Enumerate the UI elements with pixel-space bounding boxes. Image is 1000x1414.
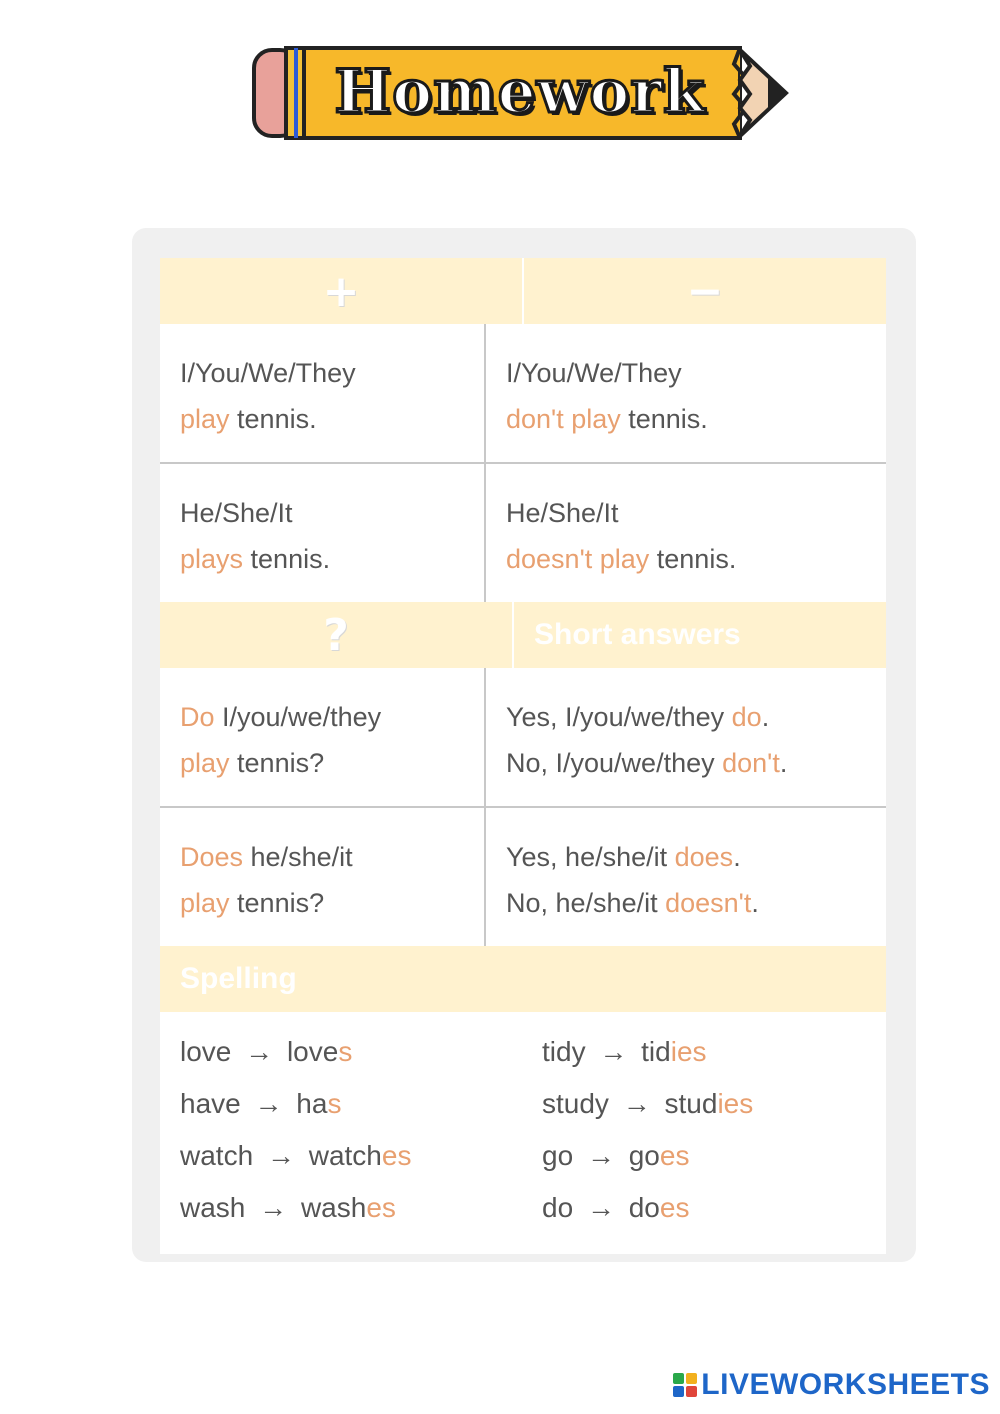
arrow-icon: → — [622, 1088, 651, 1119]
verb-highlight: Do — [180, 702, 215, 732]
text-segment: He/She/It — [506, 498, 619, 528]
cell-line — [180, 740, 484, 786]
text-segment: tennis. — [649, 544, 737, 574]
affirmative-negative-rows — [160, 324, 886, 602]
verb-stem: love — [286, 1036, 339, 1067]
text-segment: No, I/you/we/they — [506, 748, 723, 778]
header-affirmative-negative — [160, 258, 886, 324]
cell-line — [180, 694, 484, 740]
cell-line — [180, 396, 484, 442]
verb-stem: ha — [296, 1088, 328, 1119]
text-segment: . — [751, 888, 759, 918]
arrow-icon: → — [266, 1140, 295, 1171]
text-segment: No, he/she/it — [506, 888, 666, 918]
arrow-icon: → — [586, 1140, 615, 1171]
spelling-column-right — [542, 1026, 753, 1234]
arrow-icon: → — [254, 1088, 283, 1119]
table-cell — [160, 464, 486, 602]
cell-line — [506, 536, 886, 582]
spelling-item — [542, 1182, 753, 1234]
table-cell — [486, 668, 886, 806]
verb-suffix: es — [659, 1140, 690, 1171]
arrow-icon: → — [599, 1036, 628, 1067]
plus-icon: + — [322, 265, 360, 317]
base-verb: study — [542, 1088, 609, 1119]
question-rows — [160, 668, 886, 946]
spelling-section — [160, 1012, 886, 1254]
homework-title: Homework — [334, 57, 706, 127]
verb-suffix: s — [327, 1088, 342, 1119]
spelling-item — [542, 1026, 753, 1078]
cell-line — [506, 350, 886, 396]
verb-highlight: plays — [180, 544, 244, 574]
spelling-item — [180, 1130, 542, 1182]
verb-highlight: doesn't play — [506, 544, 650, 574]
base-verb: wash — [180, 1192, 246, 1223]
verb-suffix: es — [659, 1192, 690, 1223]
spelling-item — [542, 1130, 753, 1182]
verb-stem: go — [628, 1140, 660, 1171]
text-segment: I/You/We/They — [180, 358, 356, 388]
text-segment: he/she/it — [243, 842, 353, 872]
verb-highlight: Does — [180, 842, 244, 872]
table-row — [160, 808, 886, 946]
text-segment: . — [733, 842, 741, 872]
text-segment: I/You/We/They — [506, 358, 682, 388]
text-segment: He/She/It — [180, 498, 293, 528]
verb-suffix: ies — [717, 1088, 754, 1119]
text-segment: tennis? — [229, 888, 325, 918]
table-cell — [160, 668, 486, 806]
text-segment: Yes, I/you/we/they — [506, 702, 732, 732]
text-segment: tennis. — [620, 404, 708, 434]
verb-highlight: do — [731, 702, 762, 732]
verb-stem: tid — [641, 1036, 671, 1067]
logo-mark-icon — [673, 1373, 697, 1397]
liveworksheets-logo[interactable] — [673, 1368, 990, 1402]
verb-suffix: es — [366, 1192, 396, 1223]
table-cell — [486, 464, 886, 602]
verb-stem: wash — [300, 1192, 367, 1223]
verb-highlight: does — [674, 842, 734, 872]
spelling-item — [180, 1026, 542, 1078]
table-cell — [160, 324, 486, 462]
question-mark-icon: ? — [323, 609, 349, 661]
cell-line — [180, 834, 484, 880]
cell-line — [180, 536, 484, 582]
table-row — [160, 668, 886, 808]
spelling-column-left — [180, 1026, 542, 1234]
grammar-table — [160, 258, 886, 1254]
verb-highlight: doesn't — [665, 888, 752, 918]
short-answers-heading: Short answers — [534, 618, 741, 651]
verb-stem: stud — [664, 1088, 718, 1119]
text-segment: tennis. — [243, 544, 331, 574]
text-segment: . — [761, 702, 770, 732]
base-verb: have — [180, 1088, 241, 1119]
header-spelling — [160, 946, 886, 1012]
minus-icon: − — [686, 265, 724, 317]
verb-stem: do — [628, 1192, 660, 1223]
table-row — [160, 324, 886, 464]
base-verb: watch — [180, 1140, 254, 1171]
verb-suffix: ies — [670, 1036, 707, 1067]
cell-line — [506, 834, 886, 880]
verb-highlight: don't play — [506, 404, 621, 434]
table-cell — [486, 324, 886, 462]
cell-line — [180, 490, 484, 536]
spelling-item — [542, 1078, 753, 1130]
spelling-item — [180, 1078, 542, 1130]
base-verb: tidy — [542, 1036, 586, 1067]
logo-text: LIVEWORKSHEETS — [701, 1368, 990, 1401]
cell-line — [180, 880, 484, 926]
verb-stem: watch — [308, 1140, 382, 1171]
cell-line — [506, 396, 886, 442]
cell-line — [506, 490, 886, 536]
verb-suffix: s — [338, 1036, 353, 1067]
verb-highlight: play — [180, 888, 230, 918]
text-segment: I/you/we/they — [214, 702, 382, 732]
text-segment: . — [779, 748, 788, 778]
verb-highlight: don't — [722, 748, 780, 778]
cell-line — [506, 694, 886, 740]
cell-line — [506, 880, 886, 926]
text-segment: tennis? — [229, 748, 325, 778]
verb-highlight: play — [180, 404, 230, 434]
verb-suffix: es — [381, 1140, 412, 1171]
table-cell — [486, 808, 886, 946]
base-verb: love — [180, 1036, 232, 1067]
header-question-short-answers — [160, 602, 886, 668]
arrow-icon: → — [586, 1192, 615, 1223]
text-segment: tennis. — [229, 404, 317, 434]
cell-line — [506, 740, 886, 786]
base-verb: go — [542, 1140, 574, 1171]
spelling-heading: Spelling — [180, 962, 297, 995]
verb-highlight: play — [180, 748, 230, 778]
base-verb: do — [542, 1192, 574, 1223]
cell-line — [180, 350, 484, 396]
arrow-icon: → — [245, 1036, 274, 1067]
spelling-item — [180, 1182, 542, 1234]
table-row — [160, 464, 886, 602]
table-cell — [160, 808, 486, 946]
text-segment: Yes, he/she/it — [506, 842, 675, 872]
arrow-icon: → — [259, 1192, 288, 1223]
